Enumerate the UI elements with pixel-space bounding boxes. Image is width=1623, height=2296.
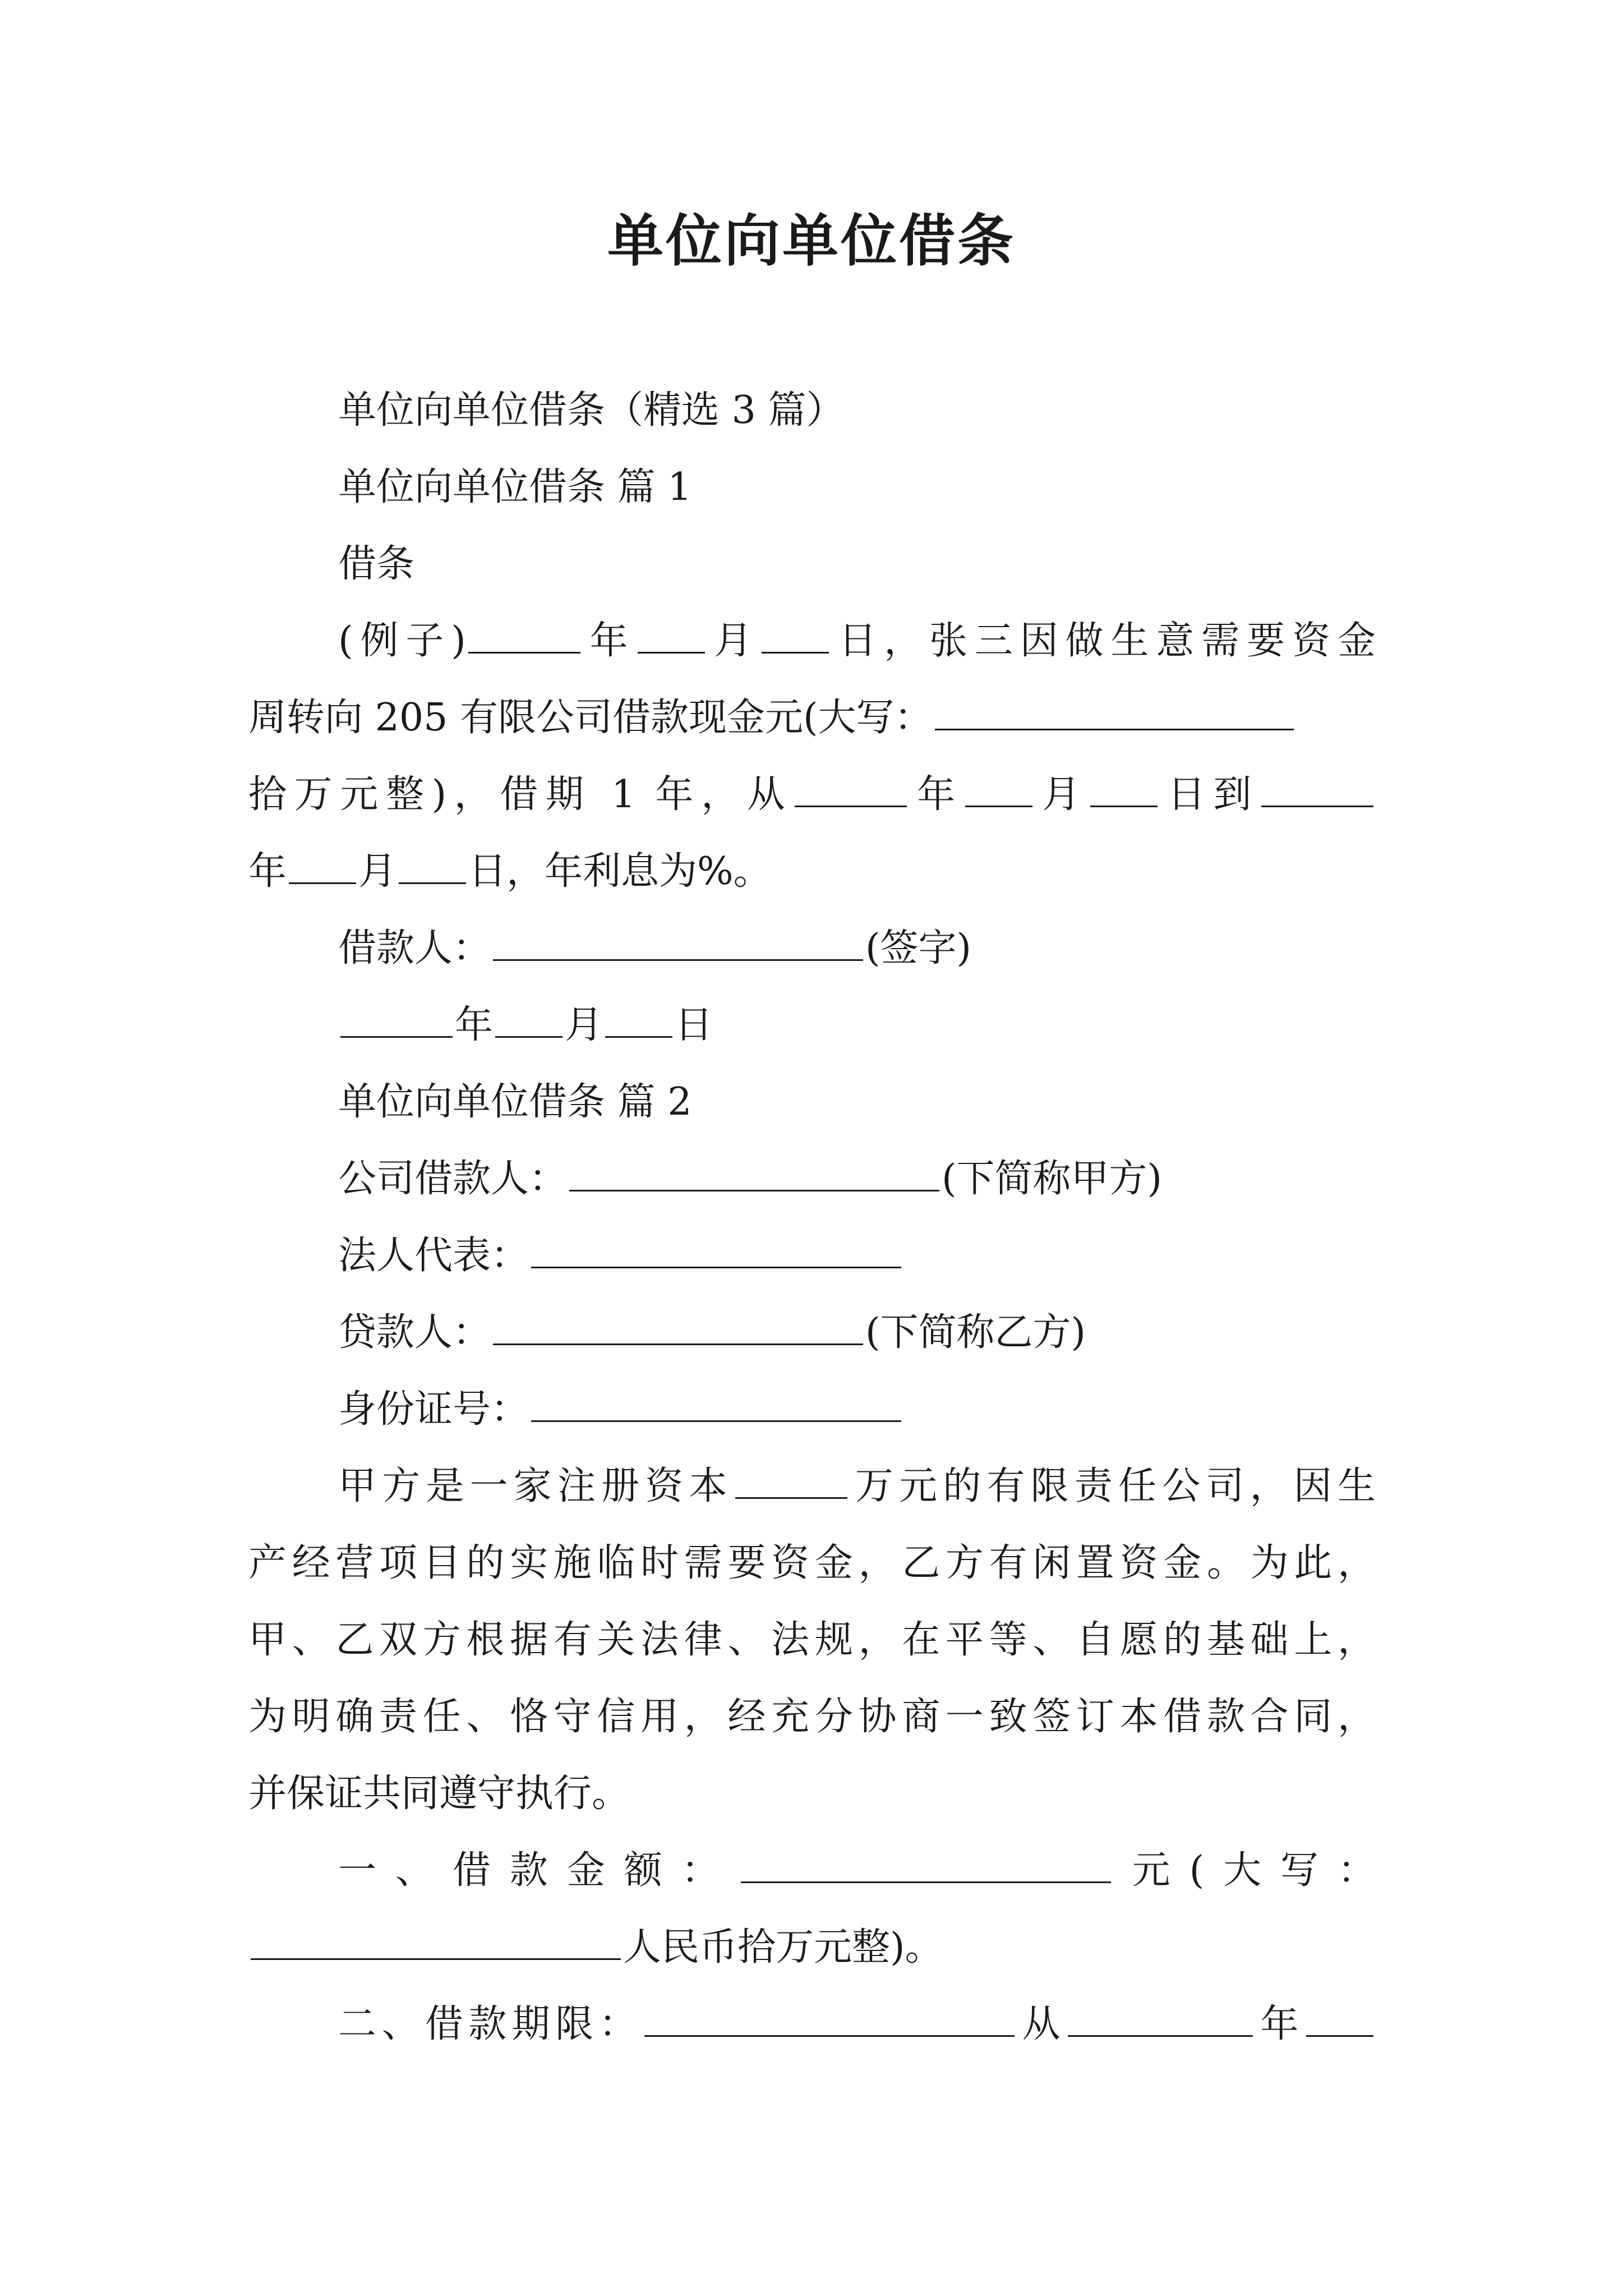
blank-field xyxy=(1068,2004,1253,2037)
text-fragment: 年 xyxy=(909,772,963,817)
paragraph-1-line-2 xyxy=(248,684,1376,752)
id-number-label: 身份证号： xyxy=(338,1387,529,1432)
document-title: 单位向单位借条 xyxy=(607,208,1016,274)
blank-field xyxy=(495,1005,562,1038)
text-fragment: (例子) xyxy=(338,619,466,663)
party-b-label: 贷款人： xyxy=(338,1310,491,1355)
blank-field xyxy=(493,1312,863,1345)
document-subtitle xyxy=(248,377,1376,444)
clause-2-label: 二、借款期限： xyxy=(338,2002,643,2046)
subtitle-text: 单位向单位借条（精选 3 篇） xyxy=(338,388,845,432)
borrower-signature-line xyxy=(248,915,1376,982)
paragraph-1-line-4 xyxy=(248,838,1376,905)
blank-field xyxy=(289,851,356,884)
party-a-label: 公司借款人： xyxy=(338,1157,568,1201)
blank-field xyxy=(741,1850,1111,1883)
section-heading-1 xyxy=(248,454,1376,521)
text-fragment: 月 xyxy=(707,619,760,663)
text-fragment: 人民币拾万元整)。 xyxy=(623,1925,943,1970)
blank-field xyxy=(644,2004,1015,2037)
blank-field xyxy=(1261,774,1373,807)
text-fragment: 从 xyxy=(1017,2002,1066,2046)
text-fragment: 甲方是一家注册资本 xyxy=(338,1464,733,1508)
text-fragment: 日，张三因做生意需要资金 xyxy=(831,619,1376,663)
legal-rep-label: 法人代表： xyxy=(338,1234,529,1278)
blank-field xyxy=(569,1158,939,1191)
text-fragment: 月 xyxy=(358,849,397,894)
paragraph-1-line-1 xyxy=(248,608,1376,675)
blank-field xyxy=(965,774,1032,807)
clause-1-line-2 xyxy=(248,1914,1376,1981)
section-heading-2-text: 单位向单位借条 篇 2 xyxy=(338,1080,692,1124)
blank-field xyxy=(468,620,580,654)
id-number-line xyxy=(248,1376,1376,1443)
text-fragment: 甲、乙双方根据有关法律、法规，在平等、自愿的基础上， xyxy=(248,1618,1376,1662)
party-a-line xyxy=(248,1145,1376,1213)
section-heading-1-text: 单位向单位借条 篇 1 xyxy=(338,465,692,509)
clause-1-label: 一、借款金额： xyxy=(338,1848,739,1893)
text-fragment: 万元的有限责任公司，因生 xyxy=(849,1464,1376,1508)
paragraph-2-line-5 xyxy=(248,1760,1376,1828)
paragraph-2-line-4 xyxy=(248,1683,1376,1751)
legal-representative-line xyxy=(248,1222,1376,1290)
text-fragment: 日 xyxy=(675,1003,713,1047)
paragraph-1-line-3 xyxy=(248,761,1376,829)
paragraph-2-line-1 xyxy=(248,1453,1376,1520)
text-fragment: 产经营项目的实施临时需要资金，乙方有闲置资金。为此， xyxy=(248,1541,1376,1585)
text-fragment: 元(大写： xyxy=(1113,1848,1376,1893)
clause-1-line-1 xyxy=(248,1837,1376,1904)
borrower-label: 借款人： xyxy=(338,926,491,970)
blank-field xyxy=(795,774,907,807)
blank-field xyxy=(531,1389,901,1422)
text-fragment: 月 xyxy=(565,1003,603,1047)
section-heading-2 xyxy=(248,1069,1376,1136)
text-fragment: 日到 xyxy=(1160,772,1259,817)
clause-2-line-1 xyxy=(248,1991,1376,2058)
blank-field xyxy=(1306,2004,1373,2037)
paragraph-2-line-3 xyxy=(248,1607,1376,1674)
blank-field xyxy=(935,697,1294,730)
signature-note: (签字) xyxy=(865,926,972,970)
text-fragment: 年 xyxy=(248,849,287,894)
party-a-note: (下简称甲方) xyxy=(942,1157,1163,1201)
text-fragment: 日，年利息为%。 xyxy=(468,849,772,894)
blank-field xyxy=(638,620,705,654)
blank-field xyxy=(251,1927,621,1960)
blank-field xyxy=(605,1005,672,1038)
note-title xyxy=(248,531,1376,598)
party-b-line xyxy=(248,1299,1376,1366)
party-b-note: (下简称乙方) xyxy=(865,1310,1086,1355)
text-fragment: 年 xyxy=(455,1003,494,1047)
note-title-text: 借条 xyxy=(338,542,415,586)
paragraph-2-line-2 xyxy=(248,1530,1376,1597)
text-fragment: 拾万元整)，借期 1 年，从 xyxy=(248,772,793,817)
blank-field xyxy=(531,1235,901,1268)
blank-field xyxy=(399,851,466,884)
blank-field xyxy=(762,620,829,654)
blank-field xyxy=(493,928,863,961)
text-fragment: 月 xyxy=(1034,772,1089,817)
text-fragment: 并保证共同遵守执行。 xyxy=(248,1772,630,1816)
signature-date-line xyxy=(248,992,1376,1059)
text-fragment: 为明确责任、恪守信用，经充分协商一致签订本借款合同， xyxy=(248,1695,1376,1739)
blank-field xyxy=(340,1005,453,1038)
text-fragment: 年 xyxy=(582,619,635,663)
text-fragment: 年 xyxy=(1255,2002,1304,2046)
text-fragment: 周转向 205 有限公司借款现金元(大写： xyxy=(248,696,933,740)
blank-field xyxy=(1090,774,1158,807)
blank-field xyxy=(735,1466,847,1499)
